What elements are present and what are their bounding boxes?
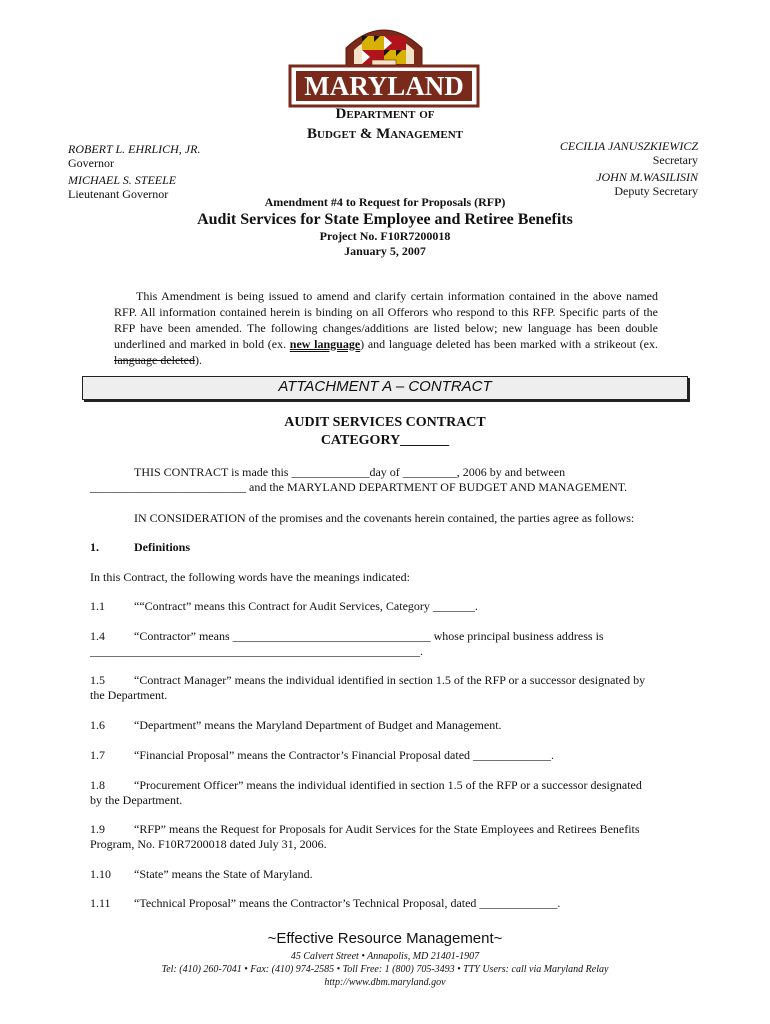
- contract-made-line-2: __________________________ and the MARYLAND DEPARTMENT OF BUDGET AND MANAGEMENT.: [90, 480, 628, 494]
- definition-number: 1.4: [90, 629, 105, 643]
- definition-text: “Procurement Officer” means the individual identified in section 1.5 of the RFP or a successor designated: [134, 778, 642, 792]
- definition-number: 1.7: [90, 748, 105, 762]
- deputy-secretary-title: Deputy Secretary: [614, 184, 698, 198]
- amendment-title: Audit Services for State Employee and Retiree Benefits: [197, 211, 573, 228]
- contract-category: CATEGORY_______: [320, 433, 450, 448]
- definition-text: “RFP” means the Request for Proposals for Audit Services for the State Employees and Retirees Benefits: [134, 822, 640, 836]
- lt-governor-name: MICHAEL S. STEELE: [68, 173, 177, 187]
- definition-text: ““Contract” means this Contract for Audit Services, Category _______.: [134, 599, 478, 613]
- deputy-secretary-name: JOHN M.WASILISIN: [596, 170, 698, 184]
- new-language-example: new language: [289, 337, 361, 351]
- definition-text: “Department” means the Maryland Department of Budget and Management.: [134, 718, 502, 732]
- definition-text-continued: _______________________________________________________.: [90, 644, 423, 658]
- section-number: 1.: [90, 540, 99, 554]
- consideration-clause: IN CONSIDERATION of the promises and the covenants herein contained, the parties agree as follows:: [134, 511, 635, 525]
- amendment-line: Amendment #4 to Request for Proposals (RFP): [264, 195, 506, 209]
- definitions-intro: In this Contract, the following words have the meanings indicated:: [90, 570, 410, 584]
- definition-number: 1.11: [90, 896, 111, 910]
- lt-governor-title: Lieutenant Governor: [68, 187, 169, 201]
- definition-number: 1.1: [90, 599, 105, 613]
- maryland-logo: [288, 18, 480, 110]
- definition-number: 1.8: [90, 778, 105, 792]
- definition-number: 1.6: [90, 718, 105, 732]
- intro-text-2: ) and language deleted has been marked with a strikeout (ex.: [360, 337, 658, 351]
- intro-text-3: ).: [194, 353, 202, 367]
- secretary-name: CECILIA JANUSZKIEWICZ: [559, 139, 698, 153]
- definition-text-continued: by the Department.: [90, 793, 183, 807]
- governor-title: Governor: [68, 156, 114, 170]
- department-line-1: Department of: [335, 106, 435, 122]
- governor-name: ROBERT L. EHRLICH, JR.: [68, 142, 201, 156]
- contract-made-line-1: THIS CONTRACT is made this _____________day of _________, 2006 by and between: [134, 465, 566, 479]
- definition-text-continued: Program, No. F10R7200018 dated July 31, 2006.: [90, 837, 327, 851]
- definition-text: “State” means the State of Maryland.: [134, 867, 313, 881]
- definition-text: “Financial Proposal” means the Contractor’s Financial Proposal dated _____________.: [134, 748, 555, 762]
- section-title: Definitions: [134, 540, 191, 554]
- definition-text: “Contract Manager” means the individual identified in section 1.5 of the RFP or a successor designated by: [134, 673, 646, 687]
- footer-website[interactable]: http://www.dbm.maryland.gov: [324, 977, 446, 988]
- contract-title: AUDIT SERVICES CONTRACT: [284, 415, 486, 430]
- footer-contacts: Tel: (410) 260-7041 • Fax: (410) 974-2585 • Toll Free: 1 (800) 705-3493 • TTY Users: call via Maryland Relay: [161, 964, 609, 975]
- intro-paragraph: [114, 288, 658, 368]
- logo-banner-text: MARYLAND: [304, 71, 464, 101]
- amendment-date: January 5, 2007: [344, 244, 426, 258]
- secretary-title: Secretary: [652, 153, 698, 167]
- definition-number: 1.9: [90, 822, 105, 836]
- attachment-title: ATTACHMENT A – CONTRACT: [278, 378, 492, 395]
- footer-motto: ~Effective Resource Management~: [267, 930, 503, 947]
- definition-text-continued: the Department.: [90, 688, 168, 702]
- definition-number: 1.10: [90, 867, 111, 881]
- definition-text: “Contractor” means _________________________________ whose principal business address is: [134, 629, 604, 643]
- definition-text: “Technical Proposal” means the Contractor’s Technical Proposal, dated _____________.: [134, 896, 561, 910]
- footer-address: 45 Calvert Street • Annapolis, MD 21401-1907: [290, 951, 480, 962]
- department-title: [0, 104, 770, 144]
- definition-number: 1.5: [90, 673, 105, 687]
- intro-text-1: This Amendment is being issued to amend and clarify certain information contained in the above named RFP. All information contained herein is binding on all Offerors who respond to this RFP. Specific parts of the RFP have been amended. The following changes/additions are listed below; new language has been double underlined and marked in bold (ex.: [114, 289, 658, 351]
- deleted-language-example: language deleted: [114, 353, 195, 367]
- department-line-2: Budget & Management: [307, 126, 463, 142]
- project-number: Project No. F10R7200018: [319, 229, 451, 243]
